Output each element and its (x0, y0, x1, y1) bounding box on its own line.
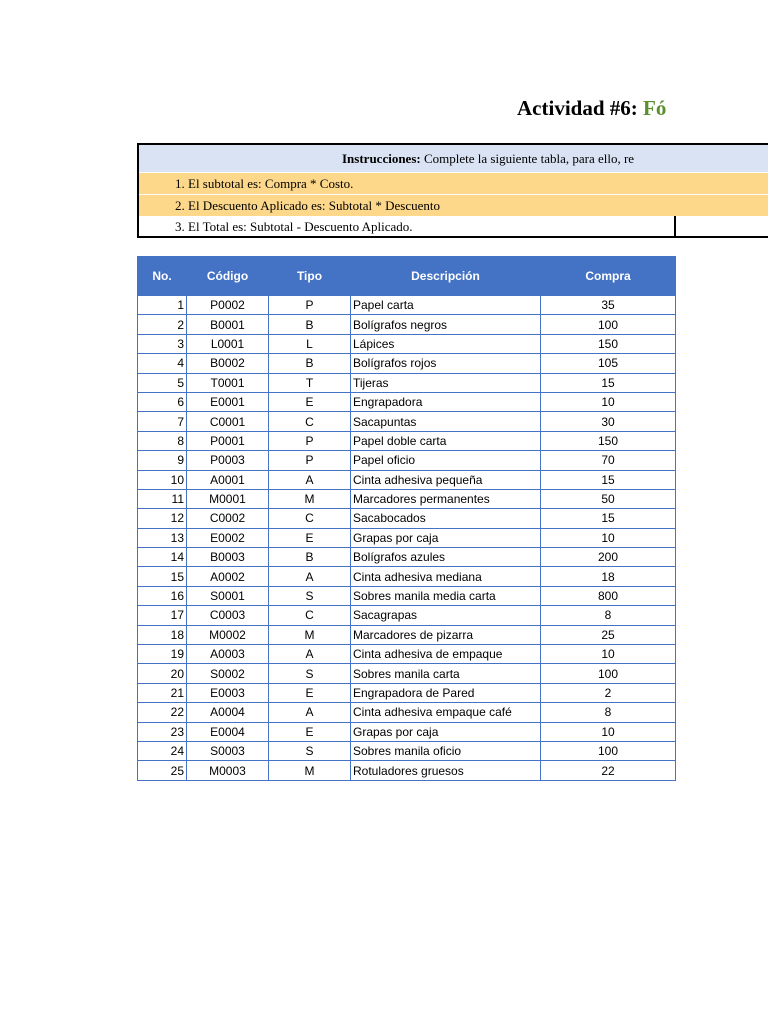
cell-codigo[interactable]: B0003 (187, 548, 269, 567)
cell-no[interactable]: 25 (138, 761, 187, 780)
cell-descripcion[interactable]: Bolígrafos negros (351, 315, 541, 334)
cell-compra[interactable]: 70 (541, 451, 676, 470)
cell-no[interactable]: 18 (138, 625, 187, 644)
cell-codigo[interactable]: L0001 (187, 334, 269, 353)
cell-compra[interactable]: 15 (541, 509, 676, 528)
cell-tipo[interactable]: C (269, 509, 351, 528)
cell-compra[interactable]: 50 (541, 489, 676, 508)
table-row (138, 451, 676, 470)
table-row (138, 683, 676, 702)
cell-no[interactable]: 24 (138, 741, 187, 760)
cell-tipo[interactable]: T (269, 373, 351, 392)
table-row (138, 296, 676, 315)
cell-descripcion[interactable]: Bolígrafos azules (351, 548, 541, 567)
cell-tipo[interactable]: P (269, 296, 351, 315)
table-row (138, 606, 676, 625)
cell-no[interactable]: 9 (138, 451, 187, 470)
cell-compra[interactable]: 10 (541, 528, 676, 547)
cell-codigo[interactable]: A0001 (187, 470, 269, 489)
cell-codigo[interactable]: M0003 (187, 761, 269, 780)
instructions-divider (674, 216, 676, 238)
cell-descripcion[interactable]: Cinta adhesiva pequeña (351, 470, 541, 489)
cell-descripcion[interactable]: Bolígrafos rojos (351, 354, 541, 373)
cell-codigo[interactable]: B0001 (187, 315, 269, 334)
cell-codigo[interactable]: E0003 (187, 683, 269, 702)
cell-descripcion[interactable]: Sacagrapas (351, 606, 541, 625)
column-header-tipo[interactable]: Tipo (269, 257, 351, 296)
cell-tipo[interactable]: C (269, 412, 351, 431)
cell-no[interactable]: 14 (138, 548, 187, 567)
table-row (138, 703, 676, 722)
cell-compra[interactable]: 100 (541, 741, 676, 760)
cell-no[interactable]: 1 (138, 296, 187, 315)
cell-compra[interactable]: 100 (541, 315, 676, 334)
cell-codigo[interactable]: A0002 (187, 567, 269, 586)
cell-compra[interactable]: 2 (541, 683, 676, 702)
cell-tipo[interactable]: C (269, 606, 351, 625)
cell-no[interactable]: 20 (138, 664, 187, 683)
cell-no[interactable]: 3 (138, 334, 187, 353)
cell-compra[interactable]: 22 (541, 761, 676, 780)
cell-no[interactable]: 16 (138, 586, 187, 605)
table-row (138, 645, 676, 664)
cell-tipo[interactable]: B (269, 354, 351, 373)
cell-compra[interactable]: 800 (541, 586, 676, 605)
cell-no[interactable]: 8 (138, 431, 187, 450)
cell-no[interactable]: 12 (138, 509, 187, 528)
instructions-text: Complete la siguiente tabla, para ello, re (420, 151, 635, 166)
cell-no[interactable]: 11 (138, 489, 187, 508)
cell-no[interactable]: 21 (138, 683, 187, 702)
table-row (138, 761, 676, 780)
cell-compra[interactable]: 10 (541, 392, 676, 411)
cell-compra[interactable]: 18 (541, 567, 676, 586)
cell-codigo[interactable]: C0002 (187, 509, 269, 528)
cell-no[interactable]: 10 (138, 470, 187, 489)
cell-codigo[interactable]: M0002 (187, 625, 269, 644)
cell-codigo[interactable]: E0004 (187, 722, 269, 741)
cell-no[interactable]: 13 (138, 528, 187, 547)
cell-tipo[interactable]: S (269, 741, 351, 760)
table-row (138, 315, 676, 334)
cell-codigo[interactable]: P0001 (187, 431, 269, 450)
cell-codigo[interactable]: P0002 (187, 296, 269, 315)
cell-descripcion[interactable]: Marcadores de pizarra (351, 625, 541, 644)
table-body (138, 296, 676, 781)
cell-codigo[interactable]: C0003 (187, 606, 269, 625)
instruction-item: 1. El subtotal es: Compra * Costo. (139, 173, 768, 194)
instructions-box (137, 143, 768, 238)
cell-descripcion[interactable]: Marcadores permanentes (351, 489, 541, 508)
cell-descripcion[interactable]: Sobres manila media carta (351, 586, 541, 605)
cell-codigo[interactable]: A0003 (187, 645, 269, 664)
cell-compra[interactable]: 10 (541, 645, 676, 664)
table-row (138, 528, 676, 547)
cell-tipo[interactable]: A (269, 470, 351, 489)
instructions-label: Instrucciones: (342, 151, 421, 166)
cell-codigo[interactable]: P0003 (187, 451, 269, 470)
column-header-no[interactable]: No. (138, 257, 187, 296)
cell-compra[interactable]: 10 (541, 722, 676, 741)
cell-codigo[interactable]: C0001 (187, 412, 269, 431)
purchases-table (137, 256, 676, 781)
cell-descripcion[interactable]: Tijeras (351, 373, 541, 392)
cell-codigo[interactable]: S0001 (187, 586, 269, 605)
cell-tipo[interactable]: S (269, 586, 351, 605)
cell-descripcion[interactable]: Sobres manila oficio (351, 741, 541, 760)
cell-descripcion[interactable]: Cinta adhesiva empaque café (351, 703, 541, 722)
cell-descripcion[interactable]: Sobres manila carta (351, 664, 541, 683)
cell-tipo[interactable]: L (269, 334, 351, 353)
cell-descripcion[interactable]: Cinta adhesiva de empaque (351, 645, 541, 664)
cell-descripcion[interactable]: Papel doble carta (351, 431, 541, 450)
table-row (138, 567, 676, 586)
cell-tipo[interactable]: M (269, 625, 351, 644)
cell-no[interactable]: 17 (138, 606, 187, 625)
instructions-header (139, 145, 768, 172)
table-row (138, 586, 676, 605)
cell-no[interactable]: 23 (138, 722, 187, 741)
cell-tipo[interactable]: A (269, 567, 351, 586)
instruction-item: 3. El Total es: Subtotal - Descuento Aplicado. (175, 219, 413, 234)
column-header-codigo[interactable]: Código (187, 257, 269, 296)
table-row (138, 664, 676, 683)
cell-tipo[interactable]: E (269, 392, 351, 411)
cell-descripcion[interactable]: Grapas por caja (351, 528, 541, 547)
cell-tipo[interactable]: A (269, 645, 351, 664)
column-header-descripcion[interactable]: Descripción (351, 257, 541, 296)
table-row (138, 392, 676, 411)
cell-tipo[interactable]: S (269, 664, 351, 683)
cell-codigo[interactable]: S0002 (187, 664, 269, 683)
cell-codigo[interactable]: B0002 (187, 354, 269, 373)
table-row (138, 470, 676, 489)
cell-descripcion[interactable]: Engrapadora (351, 392, 541, 411)
instruction-item: 2. El Descuento Aplicado es: Subtotal * Descuento (139, 195, 768, 216)
cell-compra[interactable]: 200 (541, 548, 676, 567)
cell-descripcion[interactable]: Rotuladores gruesos (351, 761, 541, 780)
cell-compra[interactable]: 35 (541, 296, 676, 315)
cell-tipo[interactable]: P (269, 451, 351, 470)
cell-descripcion[interactable]: Cinta adhesiva mediana (351, 567, 541, 586)
cell-compra[interactable]: 15 (541, 373, 676, 392)
cell-compra[interactable]: 8 (541, 606, 676, 625)
cell-compra[interactable]: 150 (541, 431, 676, 450)
cell-descripcion[interactable]: Engrapadora de Pared (351, 683, 541, 702)
cell-codigo[interactable]: E0002 (187, 528, 269, 547)
cell-descripcion[interactable]: Lápices (351, 334, 541, 353)
cell-no[interactable]: 2 (138, 315, 187, 334)
table-row (138, 354, 676, 373)
cell-descripcion[interactable]: Grapas por caja (351, 722, 541, 741)
table-row (138, 509, 676, 528)
cell-tipo[interactable]: E (269, 683, 351, 702)
table-row (138, 489, 676, 508)
page-title (517, 92, 675, 124)
cell-codigo[interactable]: T0001 (187, 373, 269, 392)
table-row (138, 548, 676, 567)
cell-codigo[interactable]: A0004 (187, 703, 269, 722)
cell-tipo[interactable]: B (269, 548, 351, 567)
table-row (138, 373, 676, 392)
table-row (138, 334, 676, 353)
cell-tipo[interactable]: B (269, 315, 351, 334)
cell-tipo[interactable]: M (269, 489, 351, 508)
cell-compra[interactable]: 8 (541, 703, 676, 722)
cell-tipo[interactable]: A (269, 703, 351, 722)
cell-compra[interactable]: 105 (541, 354, 676, 373)
cell-compra[interactable]: 100 (541, 664, 676, 683)
cell-codigo[interactable]: M0001 (187, 489, 269, 508)
cell-descripcion[interactable]: Sacapuntas (351, 412, 541, 431)
cell-compra[interactable]: 150 (541, 334, 676, 353)
cell-no[interactable]: 6 (138, 392, 187, 411)
cell-codigo[interactable]: S0003 (187, 741, 269, 760)
cell-compra[interactable]: 15 (541, 470, 676, 489)
table-header-row (138, 257, 676, 296)
table-row (138, 722, 676, 741)
cell-tipo[interactable]: P (269, 431, 351, 450)
cell-compra[interactable]: 25 (541, 625, 676, 644)
column-header-compra[interactable]: Compra (541, 257, 676, 296)
cell-tipo[interactable]: E (269, 722, 351, 741)
cell-tipo[interactable]: M (269, 761, 351, 780)
title-accent: Fó (643, 96, 667, 120)
table-row (138, 741, 676, 760)
title-prefix: Actividad #6: (517, 96, 643, 120)
cell-no[interactable]: 19 (138, 645, 187, 664)
cell-codigo[interactable]: E0001 (187, 392, 269, 411)
cell-no[interactable]: 15 (138, 567, 187, 586)
cell-no[interactable]: 5 (138, 373, 187, 392)
cell-no[interactable]: 7 (138, 412, 187, 431)
table-row (138, 431, 676, 450)
cell-compra[interactable]: 30 (541, 412, 676, 431)
cell-no[interactable]: 4 (138, 354, 187, 373)
cell-tipo[interactable]: E (269, 528, 351, 547)
cell-descripcion[interactable]: Sacabocados (351, 509, 541, 528)
cell-no[interactable]: 22 (138, 703, 187, 722)
table-row (138, 625, 676, 644)
cell-descripcion[interactable]: Papel oficio (351, 451, 541, 470)
table-row (138, 412, 676, 431)
cell-descripcion[interactable]: Papel carta (351, 296, 541, 315)
